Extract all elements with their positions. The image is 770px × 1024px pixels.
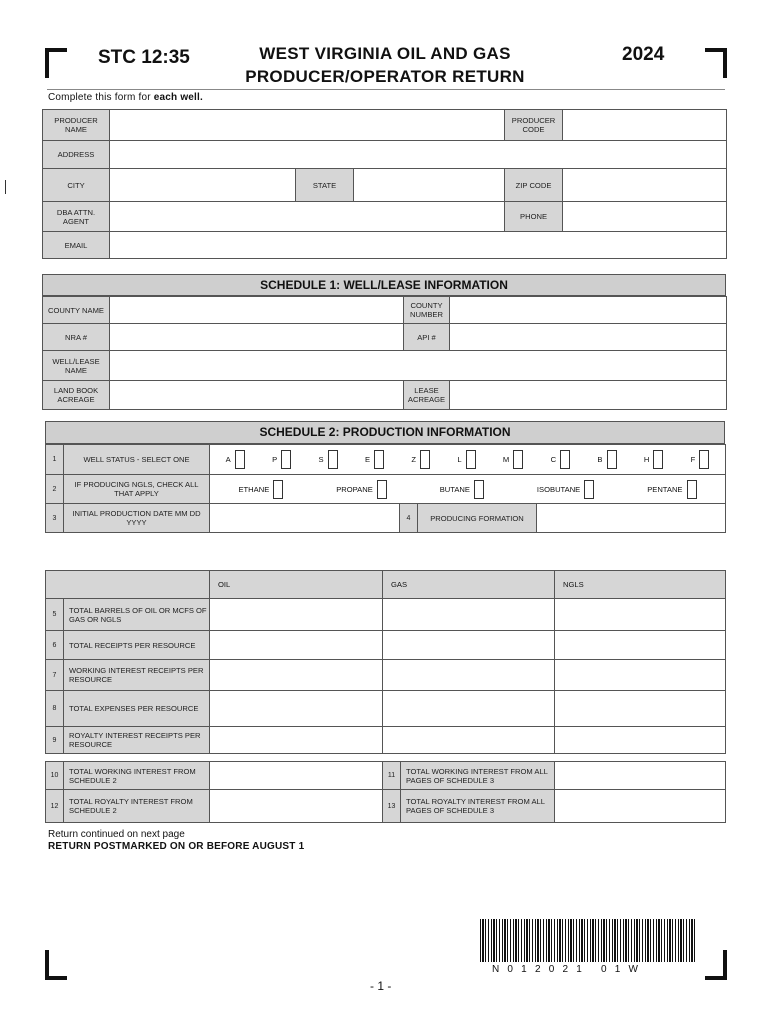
well-status-option-m[interactable] bbox=[503, 450, 523, 469]
well-status-checkbox[interactable] bbox=[328, 450, 338, 469]
phone-field[interactable] bbox=[563, 202, 727, 232]
resource-table bbox=[45, 570, 726, 754]
ngl-label: IF PRODUCING NGLS, CHECK ALL THAT APPLY bbox=[64, 475, 210, 504]
well-status-option-label: E bbox=[364, 455, 371, 464]
intro-text bbox=[48, 92, 203, 103]
land-book-acreage-field[interactable] bbox=[110, 381, 404, 410]
ngl-option-ethane[interactable] bbox=[238, 480, 283, 499]
lease-acreage-field[interactable] bbox=[450, 381, 727, 410]
row-6-oil-field[interactable] bbox=[210, 631, 383, 660]
county-name-label: COUNTY NAME bbox=[43, 297, 110, 324]
api-label: API # bbox=[404, 324, 450, 351]
well-status-checkbox[interactable] bbox=[466, 450, 476, 469]
ngl-checkbox[interactable] bbox=[474, 480, 484, 499]
row-10-label: TOTAL WORKING INTEREST FROM SCHEDULE 2 bbox=[64, 762, 210, 790]
ngl-option-isobutane[interactable] bbox=[537, 480, 594, 499]
land-book-acreage-label: LAND BOOK ACREAGE bbox=[43, 381, 110, 410]
schedule-1-table bbox=[42, 296, 727, 410]
well-status-option-z[interactable] bbox=[411, 450, 430, 469]
gas-column-header: GAS bbox=[383, 571, 555, 599]
well-status-option-label: S bbox=[318, 455, 324, 464]
row-5-number: 5 bbox=[46, 599, 64, 631]
well-status-checkbox[interactable] bbox=[653, 450, 663, 469]
well-status-label: WELL STATUS - SELECT ONE bbox=[64, 445, 210, 475]
row-6-ngls-field[interactable] bbox=[555, 631, 726, 660]
row-6-number: 6 bbox=[46, 631, 64, 660]
row-7-gas-field[interactable] bbox=[383, 660, 555, 691]
ngl-checkbox[interactable] bbox=[377, 480, 387, 499]
header-divider bbox=[47, 89, 725, 90]
well-status-checkbox[interactable] bbox=[699, 450, 709, 469]
row-6-label: TOTAL RECEIPTS PER RESOURCE bbox=[64, 631, 210, 660]
city-label: CITY bbox=[43, 169, 110, 202]
tax-year: 2024 bbox=[622, 44, 665, 65]
well-lease-name-label: WELL/LEASE NAME bbox=[43, 351, 110, 381]
initial-production-date-label: INITIAL PRODUCTION DATE MM DD YYYY bbox=[64, 504, 210, 533]
intro-bold: each well. bbox=[153, 92, 203, 103]
ngl-option-label: PROPANE bbox=[336, 484, 373, 494]
nra-field[interactable] bbox=[110, 324, 404, 351]
zip-field[interactable] bbox=[563, 169, 727, 202]
barcode-number: N012021 01W bbox=[492, 964, 647, 975]
row-11-label: TOTAL WORKING INTEREST FROM ALL PAGES OF SCHEDULE 3 bbox=[401, 762, 555, 790]
well-status-option-a[interactable] bbox=[226, 450, 245, 469]
row-8-label: TOTAL EXPENSES PER RESOURCE bbox=[64, 691, 210, 727]
initial-production-date-field[interactable] bbox=[210, 504, 400, 533]
zip-label: ZIP CODE bbox=[505, 169, 563, 202]
row-11-field[interactable] bbox=[555, 762, 726, 790]
margin-tick bbox=[5, 180, 6, 194]
page-number: - 1 - bbox=[370, 979, 392, 993]
ngl-options bbox=[210, 475, 726, 504]
well-status-checkbox[interactable] bbox=[235, 450, 245, 469]
corner-mark-bottom-left bbox=[45, 950, 67, 980]
well-status-option-b[interactable] bbox=[597, 450, 616, 469]
producer-code-field[interactable] bbox=[563, 110, 727, 141]
row-12-label: TOTAL ROYALTY INTEREST FROM SCHEDULE 2 bbox=[64, 790, 210, 823]
county-number-field[interactable] bbox=[450, 297, 727, 324]
row-8-ngls-field[interactable] bbox=[555, 691, 726, 727]
well-status-checkbox[interactable] bbox=[607, 450, 617, 469]
title-line-2: PRODUCER/OPERATOR RETURN bbox=[245, 67, 525, 86]
well-status-checkbox[interactable] bbox=[281, 450, 291, 469]
well-status-option-label: P bbox=[272, 455, 278, 464]
well-status-option-c[interactable] bbox=[551, 450, 570, 469]
ngl-option-propane[interactable] bbox=[336, 480, 387, 499]
row-9-ngls-field[interactable] bbox=[555, 727, 726, 754]
row-12-number: 12 bbox=[46, 790, 64, 823]
row-12-field[interactable] bbox=[210, 790, 383, 823]
ngl-option-pentane[interactable] bbox=[647, 480, 696, 499]
totals-table bbox=[45, 761, 726, 823]
ngl-option-list bbox=[212, 480, 723, 499]
resource-corner-cell bbox=[46, 571, 210, 599]
county-name-field[interactable] bbox=[110, 297, 404, 324]
row-8-oil-field[interactable] bbox=[210, 691, 383, 727]
county-number-label: COUNTY NUMBER bbox=[404, 297, 450, 324]
well-status-option-label: L bbox=[457, 455, 462, 464]
row-9-oil-field[interactable] bbox=[210, 727, 383, 754]
producer-name-label: PRODUCER NAME bbox=[43, 110, 110, 141]
row-10-number: 10 bbox=[46, 762, 64, 790]
well-status-option-s[interactable] bbox=[319, 450, 338, 469]
well-status-option-label: H bbox=[643, 455, 650, 464]
schedule-2-table bbox=[45, 444, 726, 533]
row-4-number: 4 bbox=[400, 504, 418, 533]
postmark-deadline: RETURN POSTMARKED ON OR BEFORE AUGUST 1 bbox=[48, 841, 305, 852]
row-10-field[interactable] bbox=[210, 762, 383, 790]
ngl-option-label: BUTANE bbox=[439, 484, 470, 494]
row-7-number: 7 bbox=[46, 660, 64, 691]
page-title bbox=[200, 42, 570, 88]
well-status-checkbox[interactable] bbox=[374, 450, 384, 469]
well-status-option-p[interactable] bbox=[272, 450, 291, 469]
row-8-number: 8 bbox=[46, 691, 64, 727]
well-status-option-f[interactable] bbox=[691, 450, 710, 469]
well-status-options bbox=[210, 445, 726, 475]
well-status-option-label: C bbox=[550, 455, 557, 464]
well-status-option-label: M bbox=[502, 455, 510, 464]
producer-info-table bbox=[42, 109, 727, 259]
row-9-gas-field[interactable] bbox=[383, 727, 555, 754]
lease-acreage-label: LEASE ACREAGE bbox=[404, 381, 450, 410]
well-status-checkbox[interactable] bbox=[560, 450, 570, 469]
state-label: STATE bbox=[296, 169, 354, 202]
row-7-ngls-field[interactable] bbox=[555, 660, 726, 691]
well-status-option-label: A bbox=[225, 455, 231, 464]
form-number: STC 12:35 bbox=[98, 47, 190, 68]
ngl-checkbox[interactable] bbox=[687, 480, 697, 499]
address-field[interactable] bbox=[110, 141, 727, 169]
well-status-checkbox[interactable] bbox=[513, 450, 523, 469]
continued-note: Return continued on next page bbox=[48, 829, 185, 840]
corner-mark-top-left bbox=[45, 48, 67, 78]
row-5-ngls-field[interactable] bbox=[555, 599, 726, 631]
intro-prefix: Complete this form for bbox=[48, 92, 154, 103]
row-2-number: 2 bbox=[46, 475, 64, 504]
ngl-checkbox[interactable] bbox=[273, 480, 283, 499]
row-13-label: TOTAL ROYALTY INTEREST FROM ALL PAGES OF SCHEDULE 3 bbox=[401, 790, 555, 823]
email-field[interactable] bbox=[110, 232, 727, 259]
api-field[interactable] bbox=[450, 324, 727, 351]
dba-field[interactable] bbox=[110, 202, 505, 232]
well-status-option-e[interactable] bbox=[365, 450, 384, 469]
producing-formation-label: PRODUCING FORMATION bbox=[418, 504, 537, 532]
row-11-number: 11 bbox=[383, 762, 401, 790]
dba-label: DBA ATTN. AGENT bbox=[43, 202, 110, 232]
row-9-number: 9 bbox=[46, 727, 64, 754]
row-5-label: TOTAL BARRELS OF OIL OR MCFS OF GAS OR NGLS bbox=[64, 599, 210, 631]
row-3-number: 3 bbox=[46, 504, 64, 533]
well-lease-name-field[interactable] bbox=[110, 351, 727, 381]
row-1-number: 1 bbox=[46, 445, 64, 475]
well-status-option-h[interactable] bbox=[644, 450, 663, 469]
well-status-option-label: Z bbox=[411, 455, 416, 464]
schedule-2-header: SCHEDULE 2: PRODUCTION INFORMATION bbox=[45, 421, 725, 444]
city-field[interactable] bbox=[110, 169, 296, 202]
ngl-option-label: ETHANE bbox=[238, 484, 270, 494]
well-status-checkbox[interactable] bbox=[420, 450, 430, 469]
corner-mark-top-right bbox=[705, 48, 727, 78]
well-status-option-label: F bbox=[690, 455, 696, 464]
barcode bbox=[480, 919, 696, 962]
producing-formation-field[interactable] bbox=[537, 504, 725, 532]
well-status-option-list bbox=[212, 450, 723, 469]
state-field[interactable] bbox=[354, 169, 505, 202]
row-6-gas-field[interactable] bbox=[383, 631, 555, 660]
title-line-1: WEST VIRGINIA OIL AND GAS bbox=[259, 44, 511, 63]
row-13-field[interactable] bbox=[555, 790, 726, 823]
producer-name-field[interactable] bbox=[110, 110, 505, 141]
ngl-option-label: ISOBUTANE bbox=[536, 484, 581, 494]
nra-label: NRA # bbox=[43, 324, 110, 351]
phone-label: PHONE bbox=[505, 202, 563, 232]
address-label: ADDRESS bbox=[43, 141, 110, 169]
ngl-option-butane[interactable] bbox=[440, 480, 484, 499]
producer-code-label: PRODUCER CODE bbox=[505, 110, 563, 141]
row-7-oil-field[interactable] bbox=[210, 660, 383, 691]
well-status-option-l[interactable] bbox=[457, 450, 475, 469]
row-8-gas-field[interactable] bbox=[383, 691, 555, 727]
producing-formation-cell bbox=[418, 504, 726, 533]
row-13-number: 13 bbox=[383, 790, 401, 823]
well-status-option-label: B bbox=[597, 455, 603, 464]
oil-column-header: OIL bbox=[210, 571, 383, 599]
ngl-checkbox[interactable] bbox=[584, 480, 594, 499]
row-9-label: ROYALTY INTEREST RECEIPTS PER RESOURCE bbox=[64, 727, 210, 754]
corner-mark-bottom-right bbox=[705, 950, 727, 980]
ngls-column-header: NGLS bbox=[555, 571, 726, 599]
row-5-oil-field[interactable] bbox=[210, 599, 383, 631]
ngl-option-label: PENTANE bbox=[647, 484, 683, 494]
row-5-gas-field[interactable] bbox=[383, 599, 555, 631]
row-7-label: WORKING INTEREST RECEIPTS PER RESOURCE bbox=[64, 660, 210, 691]
schedule-1-header: SCHEDULE 1: WELL/LEASE INFORMATION bbox=[42, 274, 726, 296]
email-label: EMAIL bbox=[43, 232, 110, 259]
